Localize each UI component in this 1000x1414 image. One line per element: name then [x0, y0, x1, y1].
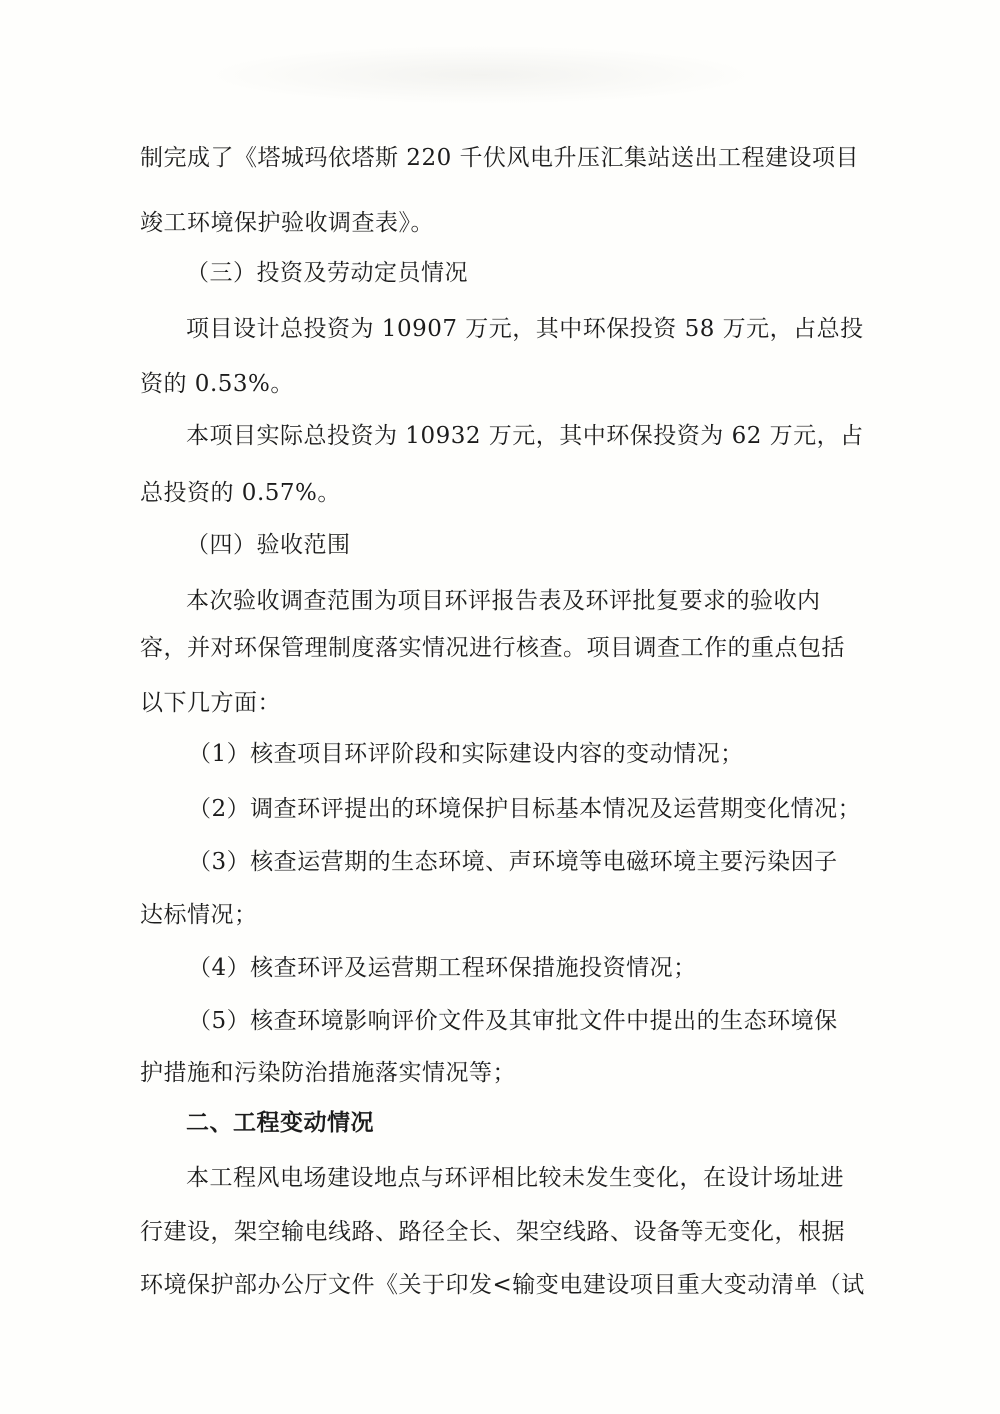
paragraph-line: 环境保护部办公厅文件《关于印发<输变电建设项目重大变动清单（试	[140, 1272, 865, 1298]
section-heading: （四）验收范围	[186, 532, 351, 558]
paragraph-line: 容，并对环保管理制度落实情况进行核查。项目调查工作的重点包括	[140, 635, 845, 661]
paragraph-line: 制完成了《塔城玛依塔斯 220 千伏风电升压汇集站送出工程建设项目	[140, 145, 860, 171]
list-item: （1）核查项目环评阶段和实际建设内容的变动情况；	[188, 741, 744, 767]
paragraph-line: 本次验收调查范围为项目环评报告表及环评批复要求的验收内	[186, 588, 821, 614]
paragraph-line: 行建设，架空输电线路、路径全长、架空线路、设备等无变化，根据	[140, 1219, 845, 1245]
section-heading: （三）投资及劳动定员情况	[186, 260, 468, 286]
paragraph-line: 竣工环境保护验收调查表》。	[140, 210, 434, 236]
paragraph-line: 护措施和污染防治措施落实情况等；	[140, 1060, 516, 1086]
list-item: （5）核查环境影响评价文件及其审批文件中提出的生态环境保	[188, 1008, 838, 1034]
paragraph-line: 资的 0.53%。	[140, 371, 294, 397]
list-item: （4）核查环评及运营期工程环保措施投资情况；	[188, 955, 697, 981]
list-item: （2）调查环评提出的环境保护目标基本情况及运营期变化情况；	[188, 796, 862, 822]
paragraph-line: 总投资的 0.57%。	[140, 480, 341, 506]
paragraph-line: 达标情况；	[140, 902, 258, 928]
list-item: （3）核查运营期的生态环境、声环境等电磁环境主要污染因子	[188, 849, 838, 875]
paragraph-line: 以下几方面：	[140, 690, 281, 716]
paragraph-line: 项目设计总投资为 10907 万元，其中环保投资 58 万元，占总投	[186, 316, 864, 342]
paragraph-line: 本工程风电场建设地点与环评相比较未发生变化，在设计场址进	[186, 1165, 844, 1191]
paragraph-line: 本项目实际总投资为 10932 万元，其中环保投资为 62 万元，占	[186, 423, 864, 449]
scan-smudge	[200, 45, 760, 105]
chapter-heading: 二、工程变动情况	[186, 1109, 374, 1136]
